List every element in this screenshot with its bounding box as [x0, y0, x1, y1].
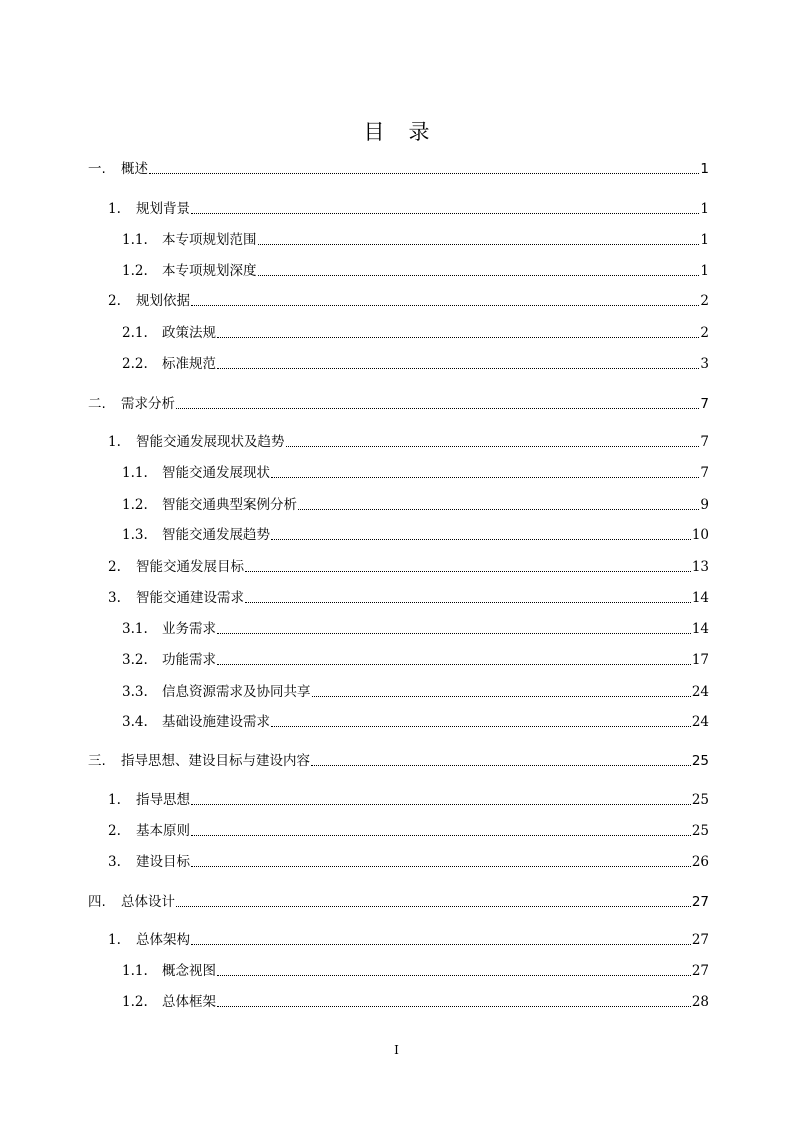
toc-entry[interactable]	[108, 431, 709, 451]
toc-entry-title: 智能交通建设需求	[136, 590, 244, 606]
toc-entry-title: 概述	[121, 161, 148, 177]
toc-entry-number: 1.2.	[122, 994, 148, 1010]
toc-entry[interactable]	[108, 820, 709, 840]
toc-entry-number: 2.2.	[122, 356, 148, 372]
toc-entry-title: 需求分析	[121, 396, 175, 412]
toc-entry-number: 3.4.	[122, 714, 148, 730]
toc-dot-leader	[245, 571, 691, 572]
toc-entry[interactable]	[108, 789, 709, 809]
toc-entry-title: 规划背景	[136, 201, 190, 217]
toc-entry-number: 1.1.	[122, 465, 148, 481]
toc-entry[interactable]	[122, 524, 709, 544]
toc-entry-number: 1.	[108, 201, 121, 217]
toc-dot-leader	[217, 664, 691, 665]
toc-dot-leader	[176, 906, 691, 907]
toc-entry-number: 1.	[108, 792, 121, 808]
toc-dot-leader	[271, 539, 691, 540]
toc-entry-number: 3.2.	[122, 652, 148, 668]
toc-entry[interactable]	[122, 649, 709, 669]
toc-entry-title: 总体架构	[136, 932, 190, 948]
toc-entry[interactable]	[108, 290, 709, 310]
toc-dot-leader	[217, 368, 699, 369]
toc-entry-page: 25	[691, 753, 709, 769]
toc-entry-number: 3.3.	[122, 684, 148, 700]
toc-entry-page: 25	[691, 823, 709, 839]
toc-entry-number: 3.1.	[122, 621, 148, 637]
toc-entry-page: 17	[691, 652, 709, 668]
toc-dot-leader	[149, 173, 699, 174]
toc-entry-page: 2	[700, 325, 709, 341]
toc-entry-title: 智能交通发展现状	[162, 465, 270, 481]
toc-entry-page: 26	[691, 854, 709, 870]
toc-entry-number: 一.	[88, 161, 106, 177]
toc-entry-page: 2	[700, 293, 709, 309]
toc-entry-page: 7	[700, 396, 709, 412]
toc-entry-number: 3.	[108, 590, 121, 606]
toc-entry[interactable]	[108, 198, 709, 218]
toc-entry-page: 24	[691, 714, 709, 730]
toc-entry-title: 规划依据	[136, 293, 190, 309]
toc-entry[interactable]	[122, 353, 709, 373]
title-char-left: 目	[363, 120, 385, 144]
toc-entry-title: 本专项规划深度	[162, 263, 257, 279]
toc-entry-title: 基础设施建设需求	[162, 714, 270, 730]
toc-entry[interactable]	[122, 494, 709, 514]
toc-entry-title: 政策法规	[162, 325, 216, 341]
toc-entry-page: 28	[691, 994, 709, 1010]
toc-entry-page: 10	[691, 527, 709, 543]
toc-dot-leader	[271, 477, 699, 478]
toc-entry-title: 信息资源需求及协同共享	[162, 684, 311, 700]
toc-entry-number: 2.	[108, 823, 121, 839]
toc-dot-leader	[191, 835, 691, 836]
toc-entry-number: 1.3.	[122, 527, 148, 543]
toc-entry-page: 1	[700, 232, 709, 248]
toc-entry[interactable]	[108, 929, 709, 949]
toc-entry-title: 标准规范	[162, 356, 216, 372]
toc-entry-title: 基本原则	[136, 823, 190, 839]
toc-dot-leader	[258, 275, 700, 276]
toc-dot-leader	[191, 804, 691, 805]
toc-entry-title: 业务需求	[162, 621, 216, 637]
toc-entry-page: 1	[700, 201, 709, 217]
toc-dot-leader	[258, 244, 700, 245]
toc-entry-title: 智能交通发展趋势	[162, 527, 270, 543]
toc-dot-leader	[271, 726, 691, 727]
toc-dot-leader	[191, 305, 699, 306]
toc-entry-number: 2.1.	[122, 325, 148, 341]
toc-entry-title: 概念视图	[162, 963, 216, 979]
toc-entry-title: 功能需求	[162, 652, 216, 668]
toc-entry-number: 1.1.	[122, 963, 148, 979]
toc-entry-page: 1	[700, 263, 709, 279]
toc-entry-page: 3	[700, 356, 709, 372]
toc-entry-page: 1	[700, 161, 709, 177]
toc-entry-title: 智能交通典型案例分析	[162, 497, 297, 513]
toc-entry[interactable]	[108, 851, 709, 871]
toc-entry-number: 2.	[108, 293, 121, 309]
toc-entry-page: 14	[691, 590, 709, 606]
toc-entry-page: 27	[691, 894, 709, 910]
toc-entry-title: 智能交通发展现状及趋势	[136, 434, 285, 450]
toc-entry[interactable]	[108, 556, 709, 576]
toc-dot-leader	[217, 337, 699, 338]
toc-dot-leader	[191, 866, 691, 867]
toc-entry[interactable]	[88, 891, 709, 911]
toc-entry-title: 建设目标	[136, 854, 190, 870]
toc-entry-number: 1.1.	[122, 232, 148, 248]
toc-entry-title: 智能交通发展目标	[136, 559, 244, 575]
title-char-right: 录	[408, 120, 430, 144]
toc-entry[interactable]	[88, 393, 709, 413]
toc-entry-page: 14	[691, 621, 709, 637]
toc-entry[interactable]	[108, 587, 709, 607]
toc-entry-page: 25	[691, 792, 709, 808]
toc-dot-leader	[217, 633, 691, 634]
toc-entry[interactable]	[122, 322, 709, 342]
toc-entry-number: 3.	[108, 854, 121, 870]
toc-dot-leader	[286, 446, 700, 447]
toc-entry-page: 13	[691, 559, 709, 575]
toc-dot-leader	[298, 509, 699, 510]
toc-dot-leader	[311, 765, 691, 766]
toc-entry-number: 1.	[108, 932, 121, 948]
toc-entry-page: 7	[700, 434, 709, 450]
toc-entry-number: 2.	[108, 559, 121, 575]
toc-entry[interactable]	[122, 260, 709, 280]
page-number: I	[394, 1043, 399, 1057]
toc-entry-page: 24	[691, 684, 709, 700]
toc-entry-title: 指导思想、建设目标与建设内容	[121, 753, 310, 769]
toc-entry-page: 27	[691, 932, 709, 948]
toc-entry-number: 二.	[88, 396, 106, 412]
toc-entry-page: 7	[700, 465, 709, 481]
toc-entry-number: 1.2.	[122, 263, 148, 279]
toc-entry[interactable]	[122, 462, 709, 482]
toc-dot-leader	[191, 944, 691, 945]
toc-entry[interactable]	[122, 960, 709, 980]
toc-entry[interactable]	[122, 991, 709, 1011]
toc-dot-leader	[312, 696, 691, 697]
toc-entry[interactable]	[122, 681, 709, 701]
toc-entry[interactable]	[88, 750, 709, 770]
toc-entry-number: 三.	[88, 753, 106, 769]
toc-entry-title: 本专项规划范围	[162, 232, 257, 248]
toc-dot-leader	[217, 975, 691, 976]
toc-dot-leader	[176, 408, 699, 409]
toc-dot-leader	[217, 1006, 691, 1007]
toc-entry-page: 27	[691, 963, 709, 979]
toc-entry-title: 指导思想	[136, 792, 190, 808]
toc-entry[interactable]	[88, 158, 709, 178]
toc-entry-number: 1.2.	[122, 497, 148, 513]
toc-entry-page: 9	[700, 497, 709, 513]
toc-entry[interactable]	[122, 229, 709, 249]
toc-entry-number: 四.	[88, 894, 106, 910]
toc-dot-leader	[245, 602, 691, 603]
toc-entry[interactable]	[122, 711, 709, 731]
toc-entry-title: 总体设计	[121, 894, 175, 910]
toc-entry-title: 总体框架	[162, 994, 216, 1010]
toc-dot-leader	[191, 213, 699, 214]
toc-entry[interactable]	[122, 618, 709, 638]
toc-entry-number: 1.	[108, 434, 121, 450]
